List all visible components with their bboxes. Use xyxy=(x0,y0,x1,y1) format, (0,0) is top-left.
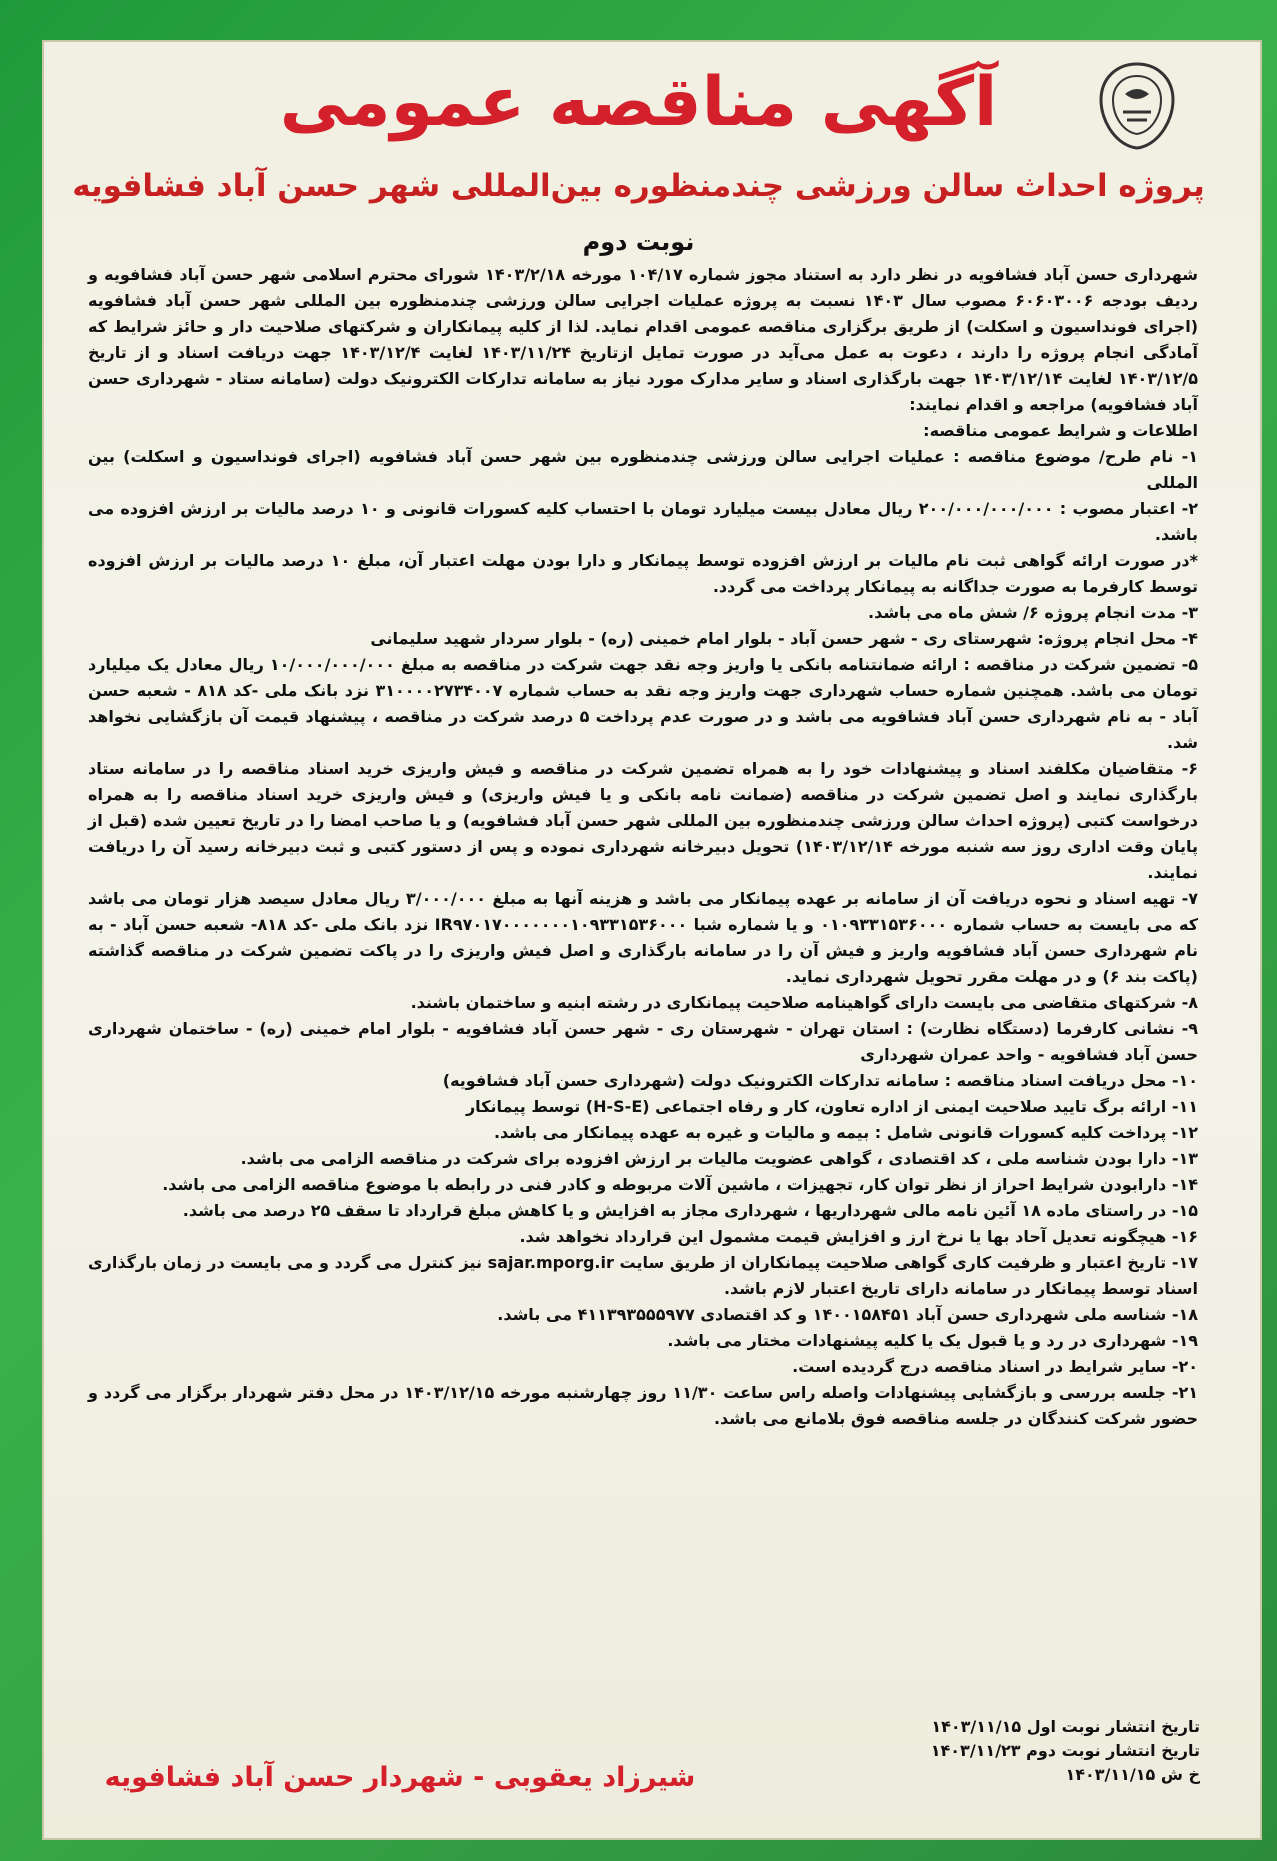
condition-item: ۱۴- دارابودن شرایط احراز از نظر توان کار، تجهیزات ، ماشین آلات مربوطه و کادر فنی در رابطه با موضوع مناقصه الزامی می باشد. xyxy=(162,1175,1198,1194)
condition-item: ۱۳- دارا بودن شناسه ملی ، کد اقتصادی ، گواهی عضویت مالیات بر ارزش افزوده برای شرکت در مناقصه الزامی می باشد. xyxy=(240,1149,1198,1168)
intro-paragraph: شهرداری حسن آباد فشافویه در نظر دارد به استناد مجوز شماره ۱۰۴/۱۷ مورخه ۱۴۰۳/۲/۱۸ شورای محترم اسلامی شهر حسن آباد فشافویه و ردیف بودجه ۶۰۶۰۳۰۰۶ مصوب سال ۱۴۰۳ نسبت به پروژه عملیات اجرایی سالن ورزشی چندمنظوره بین المللی شهر حسن آباد فشافویه (اجرای فونداسیون و اسکلت) از طریق برگزاری مناقصه عمومی اقدام نماید. لذا از کلیه پیمانکاران و شرکتهای صلاحیت دار و حائز شرایط که آمادگی انجام پروژه را دارند ، دعوت به عمل می‌آید در صورت تمایل ازتاریخ ۱۴۰۳/۱۱/۲۴ لغایت ۱۴۰۳/۱۲/۴ جهت دریافت اسناد و از تاریخ ۱۴۰۳/۱۲/۵ لغایت ۱۴۰۳/۱۲/۱۴ جهت بارگذاری اسناد و سایر مدارک مورد نیاز به سامانه تدارکات الکترونیک دولت (سامانه ستاد - شهرداری حسن آباد فشافویه) مراجعه و اقدام نمایند: xyxy=(88,265,1199,414)
condition-item: *در صورت ارائه گواهی ثبت نام مالیات بر ارزش افزوده توسط پیمانکار و دارا بودن مهلت اعتبار آن، مبلغ ۱۰ درصد مالیات بر ارزش افزوده توسط کارفرما به صورت جداگانه به پیمانکار پرداخت می گردد. xyxy=(88,551,1198,596)
condition-item: ۱۷- تاریخ اعتبار و ظرفیت کاری گواهی صلاحیت پیمانکاران از طریق سایت sajar.mporg.ir نیز کنترل می گردد و می بایست در زمان بارگذاری اسناد توسط پیمانکار در سامانه دارای تاریخ اعتبار لازم باشد. xyxy=(88,1253,1198,1298)
condition-item: ۲۱- جلسه بررسی و بازگشایی پیشنهادات واصله راس ساعت ۱۱/۳۰ روز چهارشنبه مورخه ۱۴۰۳/۱۲/۱۵ در محل دفتر شهردار برگزار می گردد و حضور شرکت کنندگان در جلسه مناقصه فوق بلامانع می باشد. xyxy=(88,1383,1199,1428)
condition-item: ۲- اعتبار مصوب : ۲۰۰/۰۰۰/۰۰۰/۰۰۰ ریال معادل بیست میلیارد تومان با احتساب کلیه کسورات قانونی و ۱۰ درصد مالیات بر ارزش افزوده می باشد. xyxy=(88,499,1199,544)
condition-item: ۱۰- محل دریافت اسناد مناقصه : سامانه تدارکات الکترونیک دولت (شهرداری حسن آباد فشافویه) xyxy=(442,1071,1198,1090)
condition-item: ۱۵- در راستای ماده ۱۸ آئین نامه مالی شهرداریها ، شهرداری مجاز به افزایش و یا کاهش مبلغ قرارداد تا سقف ۲۵ درصد می باشد. xyxy=(182,1201,1198,1220)
condition-item: ۱۹- شهرداری در رد و یا قبول یک یا کلیه پیشنهادات مختار می باشد. xyxy=(667,1331,1198,1350)
condition-item: ۱۲- پرداخت کلیه کسورات قانونی شامل : بیمه و مالیات و غیره به عهده پیمانکار می باشد. xyxy=(493,1123,1198,1142)
second-publication-date: تاریخ انتشار نوبت دوم ۱۴۰۳/۱۱/۲۳ xyxy=(930,1741,1200,1760)
condition-item: ۷- تهیه اسناد و نحوه دریافت آن از سامانه بر عهده پیمانکار می باشد و هزینه آنها به مبلغ ۳/۰۰۰/۰۰۰ ریال معادل سیصد هزار تومان می باشد که می بایست به حساب شماره ۰۱۰۹۳۳۱۵۳۶۰۰۰ و یا شماره شبا IR۹۷۰۱۷۰۰۰۰۰۰۰۱۰۹۳۳۱۵۳۶۰۰۰ نزد بانک ملی -کد ۸۱۸- شعبه حسن آباد - به نام شهرداری حسن آباد فشافویه واریز و فیش آن را در سامانه بارگذاری و اصل فیش واریزی را در پاکت تضمین شرکت در مناقصه گذاشته (پاکت بند ۶) و در مهلت مقرر تحویل شهرداری نماید. xyxy=(88,889,1199,986)
condition-item: ۳- مدت انجام پروژه ۶/ شش ماه می باشد. xyxy=(868,603,1198,622)
notice-body xyxy=(88,262,1198,1432)
project-subtitle: پروژه احداث سالن ورزشی چندمنظوره بین‌المللی شهر حسن آباد فشافویه xyxy=(72,168,1205,204)
condition-item: ۱۱- ارائه برگ تایید صلاحیت ایمنی از اداره تعاون، کار و رفاه اجتماعی (H-S-E) توسط پیمانکار xyxy=(465,1097,1198,1116)
reference-code: خ ش ۱۴۰۳/۱۱/۱۵ xyxy=(1065,1765,1200,1784)
condition-item: ۹- نشانی کارفرما (دستگاه نظارت) : استان تهران - شهرستان ری - شهر حسن آباد فشافویه - بلوار امام خمینی (ره) - ساختمان شهرداری حسن آباد فشافویه - واحد عمران شهرداری xyxy=(88,1019,1198,1064)
condition-item: ۱۶- هیچگونه تعدیل آحاد بها یا نرخ ارز و افزایش قیمت مشمول این قرارداد نخواهد شد. xyxy=(519,1227,1198,1246)
condition-item: ۴- محل انجام پروژه: شهرستای ری - شهر حسن آباد - بلوار امام خمینی (ره) - بلوار سردار شهید سلیمانی xyxy=(370,629,1198,648)
mayor-signature: شیرزاد یعقوبی - شهردار حسن آباد فشافویه xyxy=(104,1762,696,1793)
condition-item: ۱- نام طرح/ موضوع مناقصه : عملیات اجرایی سالن ورزشی چندمنظوره بین شهر حسن آباد فشافویه (اجرای فونداسیون و اسکلت) بین المللی xyxy=(88,447,1198,492)
publication-dates xyxy=(760,1715,1200,1787)
condition-item: ۲۰- سایر شرایط در اسناد مناقصه درج گردیده است. xyxy=(792,1357,1198,1376)
publication-round: نوبت دوم xyxy=(582,228,695,256)
first-publication-date: تاریخ انتشار نوبت اول ۱۴۰۳/۱۱/۱۵ xyxy=(931,1717,1200,1736)
condition-item: ۸- شرکتهای متقاضی می بایست دارای گواهینامه صلاحیت پیمانکاری در رشته ابنیه و ساختمان باشند. xyxy=(410,993,1198,1012)
condition-item: ۶- متقاضیان مکلفند اسناد و پیشنهادات خود را به همراه تضمین شرکت در مناقصه و فیش واریزی خرید اسناد مناقصه را در سامانه ستاد بارگذاری نمایند و اصل تضمین شرکت در مناقصه (ضمانت نامه بانکی و یا فیش واریزی) و فیش واریزی خرید اسناد مناقصه را به همراه درخواست کتبی (پروژه احداث سالن ورزشی چندمنظوره بین المللی شهر حسن آباد فشافویه) و یا صاحب امضا را در تاریخ تعیین شده (قبل از پایان وقت اداری روز سه شنبه مورخه ۱۴۰۳/۱۲/۱۴) تحویل دبیرخانه شهرداری نموده و پس از دستور کتبی و ثبت دبیرخانه رسید آن را دریافت نمایند. xyxy=(88,759,1199,882)
condition-item: ۱۸- شناسه ملی شهرداری حسن آباد ۱۴۰۰۱۵۸۴۵۱ و کد اقتصادی ۴۱۱۳۹۳۵۵۵۹۷۷ می باشد. xyxy=(497,1305,1198,1324)
condition-item: ۵- تضمین شرکت در مناقصه : ارائه ضمانتنامه بانکی یا واریز وجه نقد جهت شرکت در مناقصه به مبلغ ۱۰/۰۰۰/۰۰۰/۰۰۰ ریال معادل یک میلیارد تومان می باشد. همچنین شماره حساب شهرداری جهت واریز وجه نقد به حساب شماره ۳۱۰۰۰۰۲۷۳۴۰۰۷ نزد بانک ملی -کد ۸۱۸ - شعبه حسن آباد - به نام شهرداری حسن آباد فشافویه می باشد و در صورت عدم پرداخت ۵ درصد شرکت در مناقصه ، پیشنهاد قیمت آن بازگشایی نخواهد شد. xyxy=(88,655,1199,752)
conditions-heading: اطلاعات و شرایط عمومی مناقصه: xyxy=(923,421,1198,440)
notice-title: آگهی مناقصه عمومی xyxy=(279,63,998,142)
